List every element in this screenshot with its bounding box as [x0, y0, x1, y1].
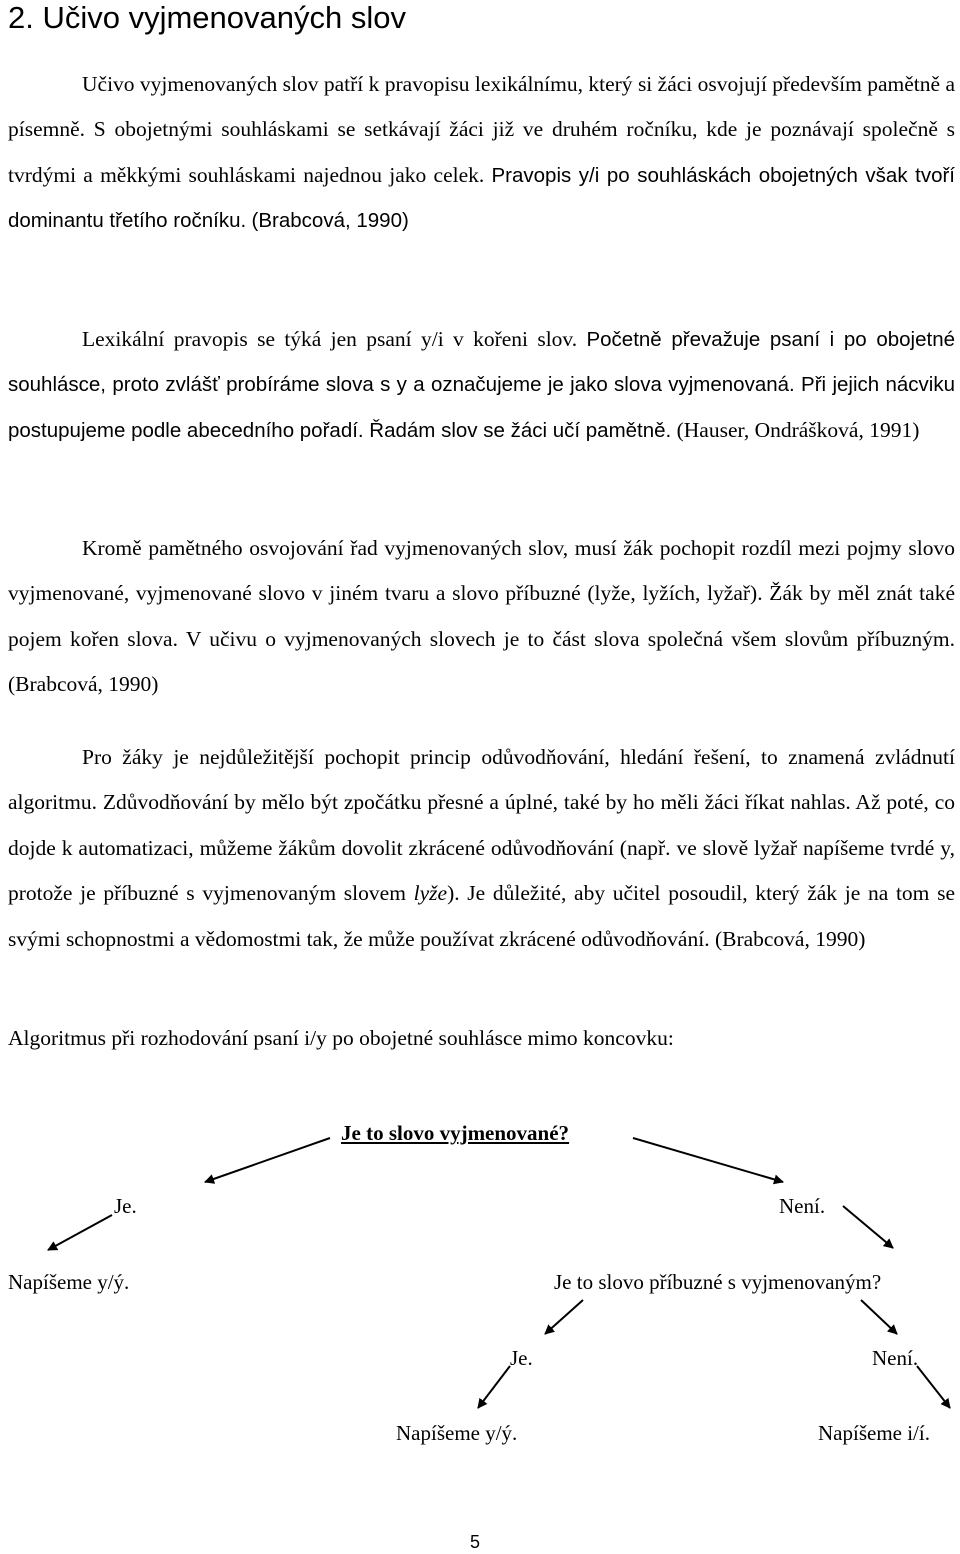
paragraph-4-text-a: Pro žáky je nejdůležitější pochopit princip odůvodňování, hledání řešení, to znamená zvládnutí algoritmu. Zdůvodňování by mělo být zpočátku přesné a úplné, také by ho měli žáci říkat nahlas. Až poté, co dojde k automatizaci, můžeme žákům dovolit zkrácené odůvodňování (např. ve slově lyžař napíšeme tvrdé y, protože je příbuzné s vyjmenovaným slovem	[8, 745, 955, 906]
section-heading: 2. Učivo vyjmenovaných slov	[8, 0, 406, 35]
page-number: 5	[470, 1532, 481, 1552]
decision-yes-2: Je.	[510, 1346, 533, 1370]
decision-result-3: Napíšeme i/í.	[818, 1421, 930, 1445]
arrow-no2-to-result	[917, 1366, 950, 1408]
arrow-no-to-question2	[843, 1206, 893, 1248]
arrow-question2-to-yes	[545, 1300, 583, 1334]
arrow-question2-to-no	[861, 1300, 897, 1334]
decision-question-2: Je to slovo příbuzné s vyjmenovaným?	[554, 1270, 882, 1294]
paragraph-2-text-a: Lexikální pravopis se týká jen psaní y/i v kořeni slov.	[82, 327, 578, 351]
paragraph-1-citation: (Brabcová, 1990)	[251, 209, 409, 233]
paragraph-3-text: Kromě pamětného osvojování řad vyjmenovaných slov, musí žák pochopit rozdíl mezi pojmy slovo vyjmenované, vyjmenované slovo v jiném tvaru a slovo příbuzné (lyže, lyžích, lyžař). Žák by měl znát také pojem kořen slova. V učivu o vyjmenovaných slovech je to část slova společná všem slovům příbuzným. (Brabcová, 1990)	[8, 536, 955, 697]
decision-result-1: Napíšeme y/ý.	[8, 1270, 130, 1294]
paragraph-2-citation: (Hauser, Ondrášková, 1991)	[676, 417, 920, 442]
decision-no-2: Není.	[872, 1346, 919, 1370]
paragraph-1-text-b: Pravopis y/i po souhláskách obojetných však tvoří dominantu třetího ročníku.	[8, 163, 955, 233]
decision-root-question: Je to slovo vyjmenované?	[341, 1121, 570, 1145]
paragraph-1-text-a: Učivo vyjmenovaných slov patří k pravopisu lexikálnímu, který si žáci osvojují především pamětně a písemně. S obojetnými souhláskami se setkávají žáci již ve druhém ročníku, kde je poznávají společně s tvrdými a měkkými souhláskami najednou jako celek.	[8, 72, 955, 187]
paragraph-4-italic-word: lyže	[413, 881, 448, 906]
decision-result-2: Napíšeme y/ý.	[396, 1421, 518, 1445]
decision-no-1: Není.	[779, 1194, 826, 1218]
paragraph-4-text-b: ). Je důležité, aby učitel posoudil, který žák je na tom se svými schopnostmi a vědomostmi tak, že může používat zkrácené odůvodňování. (Brabcová, 1990)	[8, 881, 956, 951]
arrow-root-to-yes	[205, 1138, 330, 1182]
arrow-yes2-to-result	[478, 1366, 510, 1408]
arrow-root-to-no	[633, 1138, 783, 1182]
decision-yes-1: Je.	[114, 1194, 137, 1218]
paragraph-2-text-b: Početně převažuje psaní i po obojetné souhlásce, proto zvlášť probíráme slova s y a označujeme je jako slova vyjmenovaná. Při jejich nácviku postupujeme podle abecedního pořadí. Řadám slov se žáci učí pamětně.	[8, 328, 955, 442]
arrow-yes-to-result	[48, 1215, 112, 1250]
algorithm-intro: Algoritmus při rozhodování psaní i/y po obojetné souhlásce mimo koncovku:	[8, 1026, 674, 1050]
